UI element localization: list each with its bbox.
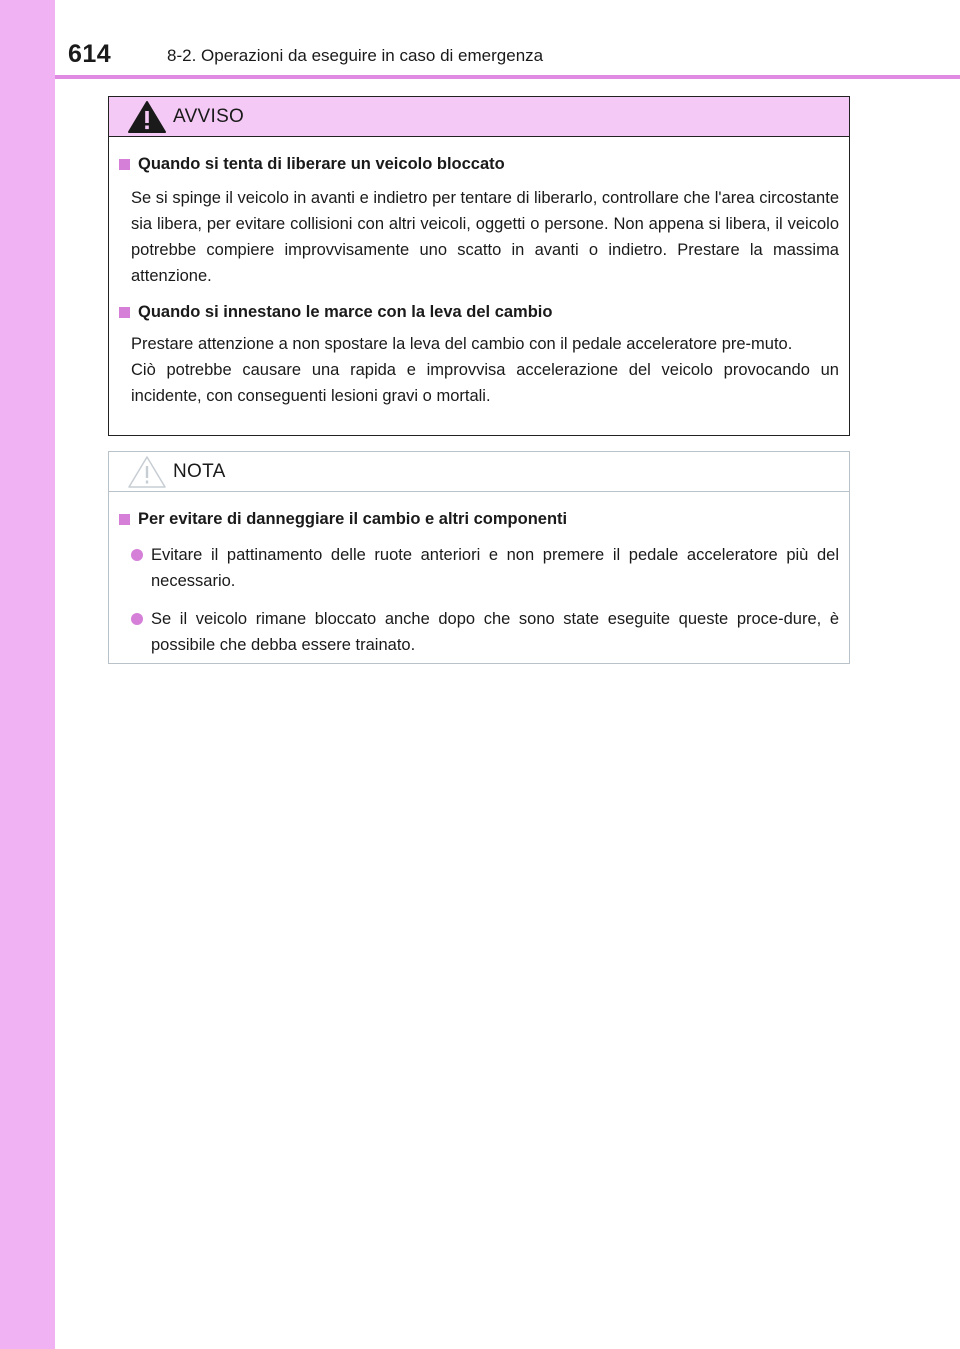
warning-box [108,96,850,436]
notice-heading-text: Per evitare di danneggiare il cambio e altri componenti [138,510,568,528]
square-bullet-icon [119,307,130,318]
warning-heading [119,151,839,177]
square-bullet-icon [119,514,130,525]
warning-heading-text: Quando si innestano le marce con la leva del cambio [138,303,553,321]
warning-triangle-outline-icon [127,455,167,489]
warning-heading [119,299,839,325]
page-header [0,0,960,80]
warning-heading-text: Quando si tenta di liberare un veicolo bloccato [138,155,505,173]
list-item [131,542,839,594]
notice-heading [119,506,839,532]
header-rule [55,75,960,79]
warning-paragraph: Ciò potrebbe causare una rapida e improvvisa accelerazione del veicolo provocando un incidente, con conseguenti lesioni gravi o mortali. [131,361,839,405]
notice-box [108,451,850,664]
notice-box-title: NOTA [173,460,226,482]
round-bullet-icon [131,613,143,625]
round-bullet-icon [131,549,143,561]
side-color-strip [0,0,55,1349]
warning-box-title: AVVISO [173,105,245,127]
notice-box-body [109,492,849,658]
list-item-text: Se il veicolo rimane bloccato anche dopo che sono state eseguite queste proce-dure, è possibile che debba essere trainato. [151,610,839,654]
warning-paragraph: Se si spinge il veicolo in avanti e indietro per tentare di liberarlo, controllare che l'area circostante sia libera, per evitare collisioni con altri veicoli, oggetti o persone. Non appena si libera, il veicolo potrebbe compiere improvvisamente uno scatto in avanti o indietro. Prestare la massima attenzione. [131,189,839,285]
section-title: 8-2. Operazioni da eseguire in caso di emergenza [167,46,544,65]
square-bullet-icon [119,159,130,170]
list-item [131,606,839,658]
notice-box-header [109,452,849,492]
warning-box-body [109,137,849,409]
page-number: 614 [68,40,112,68]
list-item-text: Evitare il pattinamento delle ruote anteriori e non premere il pedale acceleratore più del necessario. [151,546,839,590]
warning-triangle-filled-icon [127,100,167,134]
warning-box-header [109,97,849,137]
warning-paragraph: Prestare attenzione a non spostare la leva del cambio con il pedale acceleratore pre-muto. [131,335,793,353]
